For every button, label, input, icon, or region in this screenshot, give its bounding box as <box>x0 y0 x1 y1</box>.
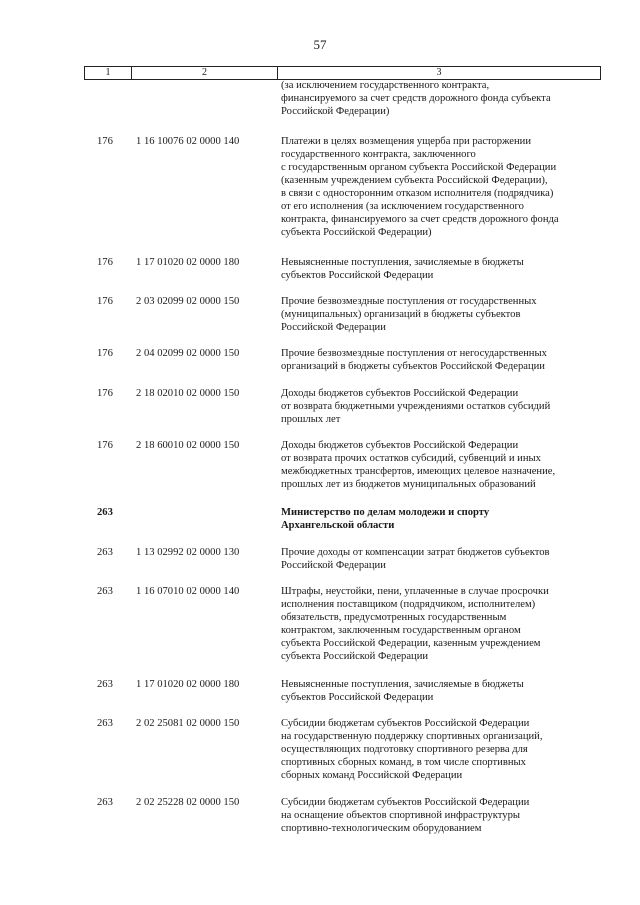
description-line: сборных команд Российской Федерации <box>281 770 463 781</box>
description-line: в связи с односторонним отказом исполнителя (подрядчика) <box>281 188 554 199</box>
table-header-col-1: 1 <box>85 67 132 79</box>
kbk-code: 2 02 25228 02 0000 150 <box>136 797 240 808</box>
description-line: субъектов Российской Федерации <box>281 692 434 703</box>
description-line: Субсидии бюджетам субъектов Российской Федерации <box>281 718 530 729</box>
income-description <box>281 678 599 704</box>
ministry-title <box>281 506 599 532</box>
income-description <box>281 585 599 663</box>
income-description <box>281 439 599 491</box>
table-header-col-3: 3 <box>436 67 442 78</box>
description-line: (муниципальных) организаций в бюджеты субъектов <box>281 309 521 320</box>
income-description <box>281 387 599 426</box>
income-description <box>281 295 599 334</box>
kbk-code: 1 17 01020 02 0000 180 <box>136 257 240 268</box>
admin-code: 176 <box>97 257 113 268</box>
kbk-code: 1 16 07010 02 0000 140 <box>136 586 240 597</box>
income-description <box>281 717 599 782</box>
description-line: контрактом, заключенным государственным органом <box>281 625 521 636</box>
admin-code: 263 <box>97 797 113 808</box>
description-line: Невыясненные поступления, зачисляемые в бюджеты <box>281 257 524 268</box>
description-line: от возврата бюджетными учреждениями остатков субсидий <box>281 401 551 412</box>
admin-code: 176 <box>97 296 113 307</box>
description-line: субъекта Российской Федерации, казенным учреждением <box>281 638 541 649</box>
description-line: обязательств, предусмотренных государственным <box>281 612 507 623</box>
admin-code: 263 <box>97 718 113 729</box>
income-description <box>281 79 599 118</box>
admin-code: 176 <box>97 348 113 359</box>
income-description <box>281 546 599 572</box>
kbk-code: 2 03 02099 02 0000 150 <box>136 296 240 307</box>
table-header-row <box>84 66 601 80</box>
description-line: субъекта Российской Федерации <box>281 651 429 662</box>
description-line: спортивных сборных команд, в том числе спортивных <box>281 757 526 768</box>
kbk-code: 2 02 25081 02 0000 150 <box>136 718 240 729</box>
description-line: Прочие безвозмездные поступления от государственных <box>281 296 537 307</box>
description-line: Доходы бюджетов субъектов Российской Федерации <box>281 440 519 451</box>
description-line: Архангельской области <box>281 520 395 531</box>
description-line: от его исполнения (за исключением государственного <box>281 201 524 212</box>
description-line: Российской Федерации <box>281 322 386 333</box>
description-line: (казенным учреждением субъекта Российской Федерации), <box>281 175 548 186</box>
admin-code: 263 <box>97 679 113 690</box>
description-line: субъектов Российской Федерации <box>281 270 434 281</box>
page-number: 57 <box>313 37 327 52</box>
description-line: Прочие безвозмездные поступления от негосударственных <box>281 348 547 359</box>
description-line: спортивно-технологическим оборудованием <box>281 823 482 834</box>
admin-code: 176 <box>97 440 113 451</box>
income-description <box>281 256 599 282</box>
description-line: Платежи в целях возмещения ущерба при расторжении <box>281 136 531 147</box>
description-line: на оснащение объектов спортивной инфраструктуры <box>281 810 520 821</box>
admin-code: 263 <box>97 586 113 597</box>
description-line: государственного контракта, заключенного <box>281 149 476 160</box>
income-description <box>281 347 599 373</box>
description-line: субъекта Российской Федерации) <box>281 227 432 238</box>
description-line: контракта, финансируемого за счет средств дорожного фонда <box>281 214 559 225</box>
kbk-code: 2 18 60010 02 0000 150 <box>136 440 240 451</box>
description-line: Российской Федерации) <box>281 106 390 117</box>
description-line: организаций в бюджеты субъектов Российской Федерации <box>281 361 545 372</box>
table-header-col-2: 2 <box>132 67 278 79</box>
description-line: финансируемого за счет средств дорожного фонда субъекта <box>281 93 551 104</box>
description-line: прошлых лет <box>281 414 341 425</box>
description-line: Министерство по делам молодежи и спорту <box>281 507 490 518</box>
kbk-code: 1 17 01020 02 0000 180 <box>136 679 240 690</box>
kbk-code: 1 13 02992 02 0000 130 <box>136 547 240 558</box>
description-line: Субсидии бюджетам субъектов Российской Федерации <box>281 797 530 808</box>
description-line: исполнения поставщиком (подрядчиком, исполнителем) <box>281 599 536 610</box>
kbk-code: 1 16 10076 02 0000 140 <box>136 136 240 147</box>
income-description <box>281 135 599 239</box>
description-line: Прочие доходы от компенсации затрат бюджетов субъектов <box>281 547 550 558</box>
description-line: Невыясненные поступления, зачисляемые в бюджеты <box>281 679 524 690</box>
kbk-code: 2 04 02099 02 0000 150 <box>136 348 240 359</box>
description-line: осуществляющих подготовку спортивного резерва для <box>281 744 528 755</box>
description-line: Штрафы, неустойки, пени, уплаченные в случае просрочки <box>281 586 549 597</box>
income-description <box>281 796 599 835</box>
admin-code: 176 <box>97 388 113 399</box>
description-line: на государственную поддержку спортивных организаций, <box>281 731 543 742</box>
admin-code: 176 <box>97 136 113 147</box>
admin-code: 263 <box>97 547 113 558</box>
description-line: прошлых лет из бюджетов муниципальных образований <box>281 479 536 490</box>
description-line: межбюджетных трансфертов, имеющих целевое назначение, <box>281 466 556 477</box>
admin-code: 263 <box>97 507 113 518</box>
description-line: (за исключением государственного контракта, <box>281 80 490 91</box>
kbk-code: 2 18 02010 02 0000 150 <box>136 388 240 399</box>
description-line: от возврата прочих остатков субсидий, субвенций и иных <box>281 453 541 464</box>
description-line: Доходы бюджетов субъектов Российской Федерации <box>281 388 519 399</box>
description-line: с государственным органом субъекта Российской Федерации <box>281 162 557 173</box>
description-line: Российской Федерации <box>281 560 386 571</box>
